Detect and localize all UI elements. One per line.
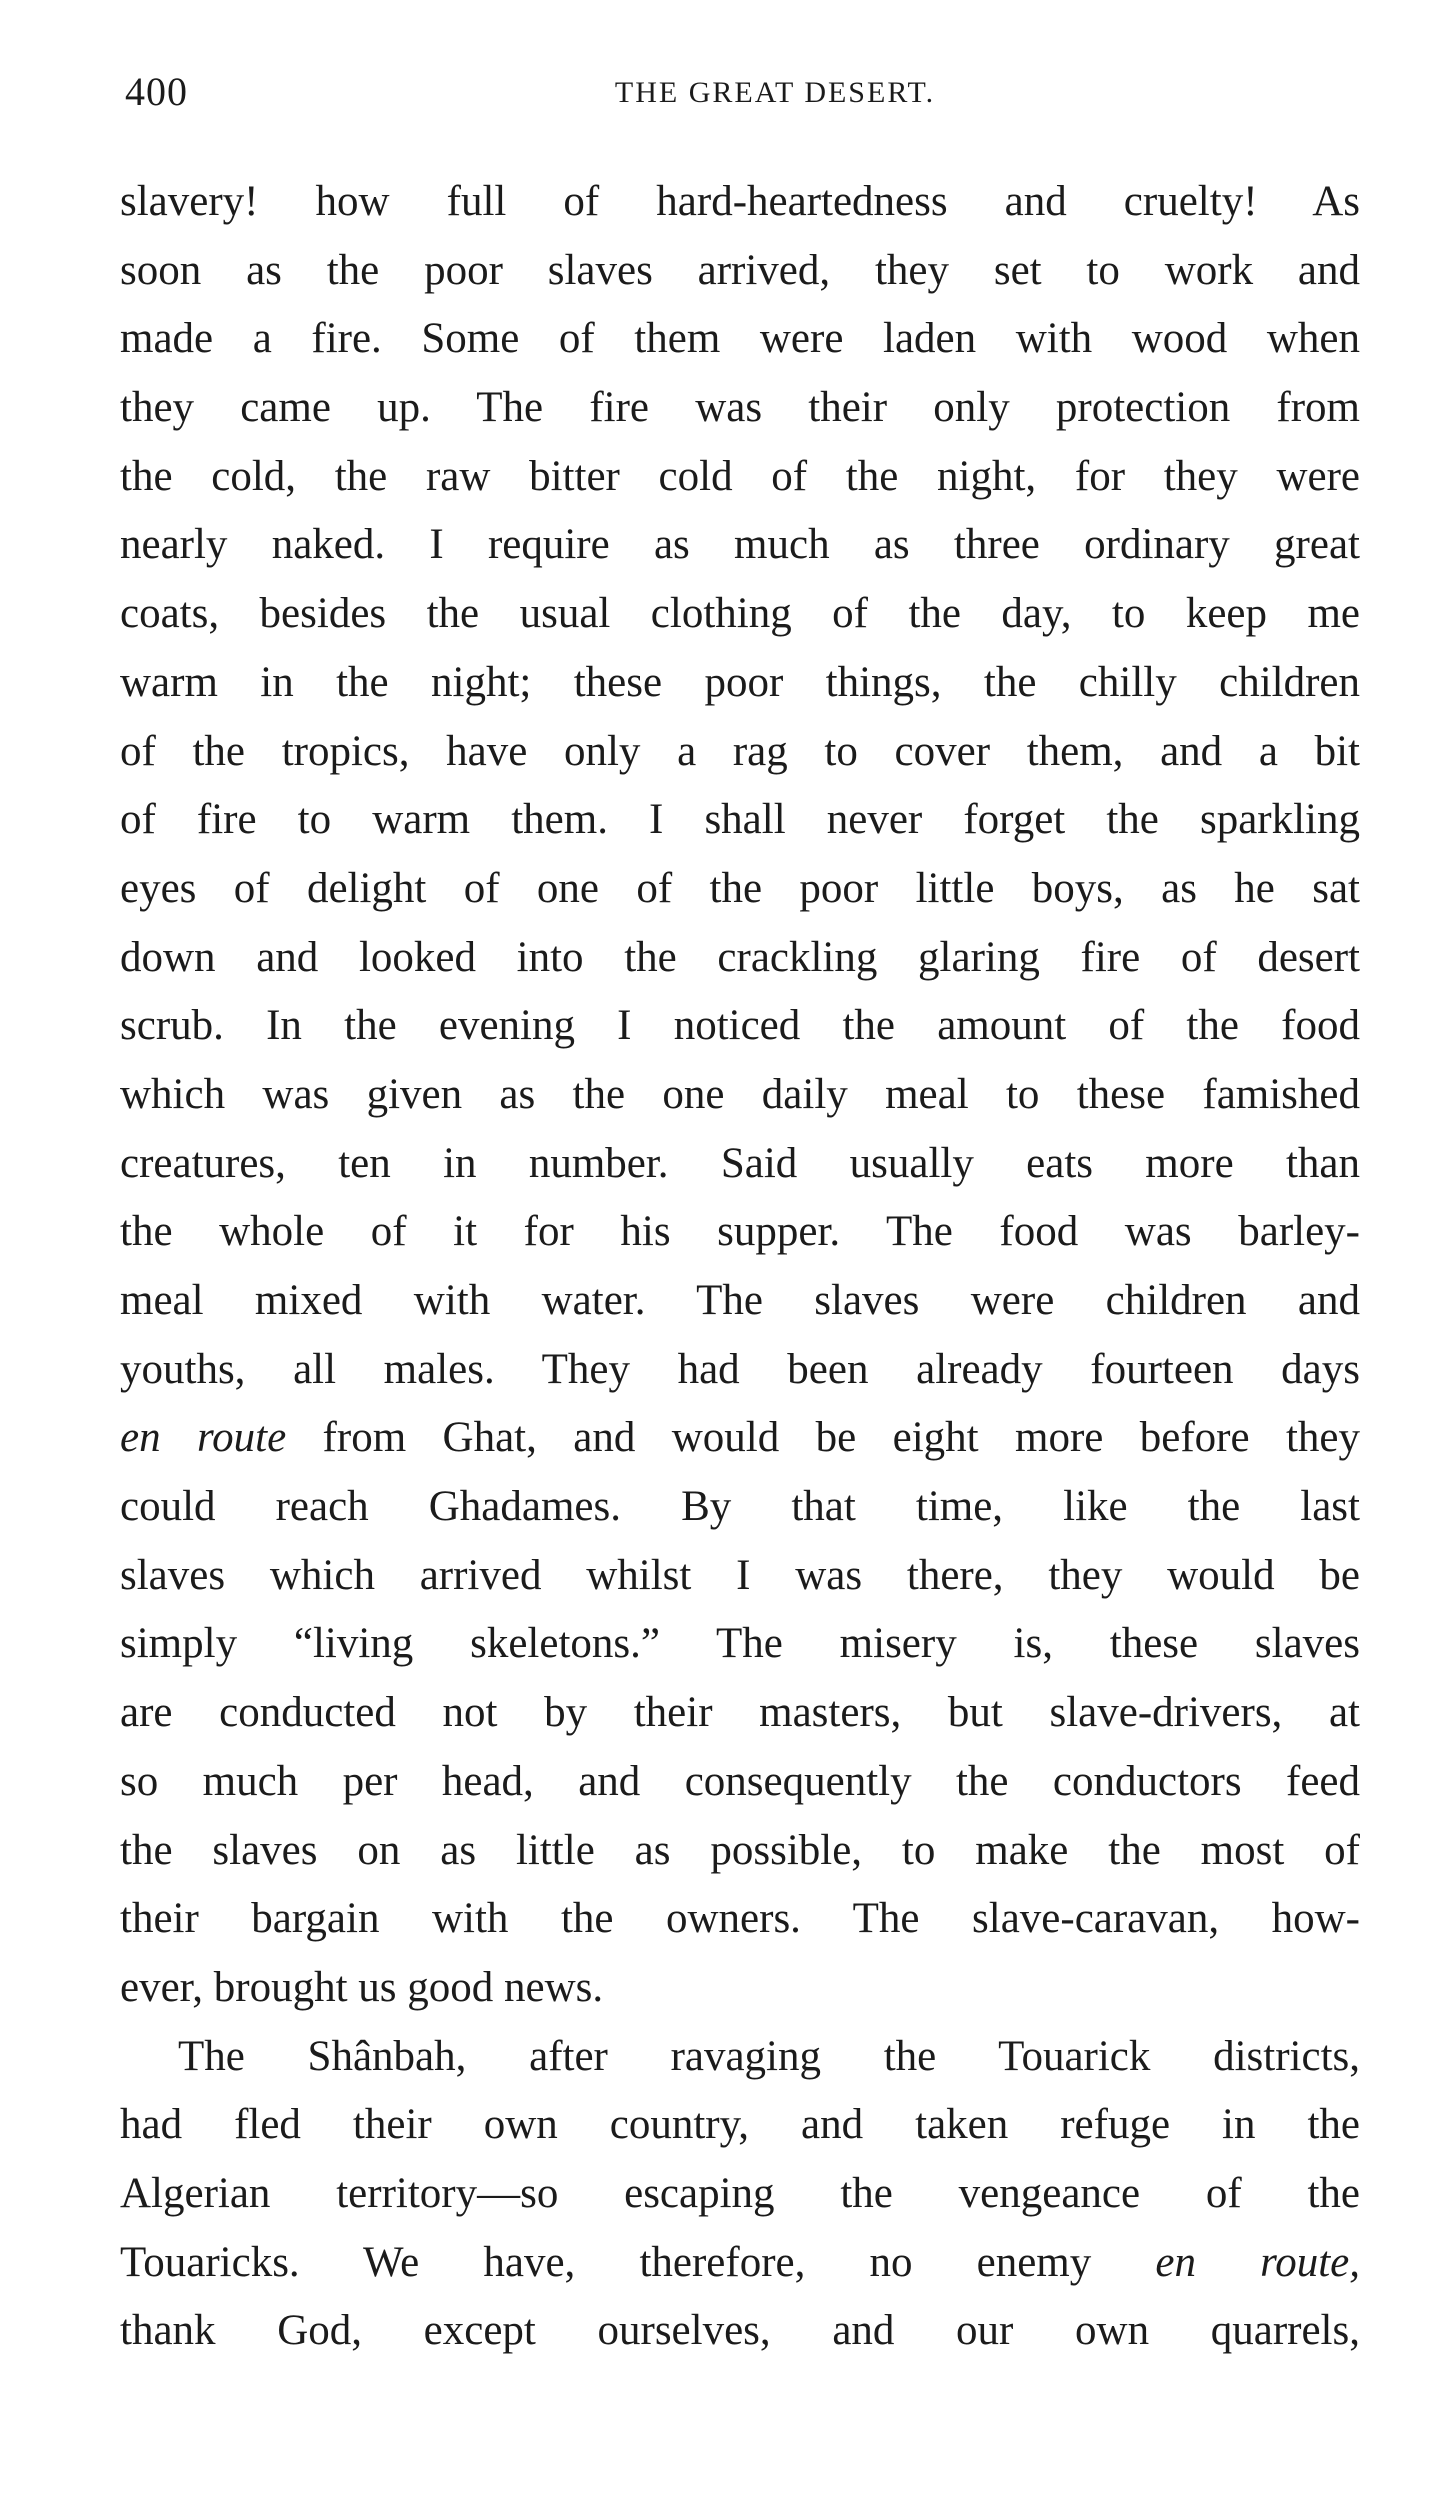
text-segment: Touaricks. We have, therefore, no enemy xyxy=(120,2238,1156,2286)
italic-phrase: en route xyxy=(120,1414,287,1462)
paragraph-last-line: ever, brought us good news. xyxy=(120,1963,604,2011)
text-line: could reach Ghadames. By that time, like the last xyxy=(120,1483,1360,1531)
text-line: nearly naked. I require as much as three ordinary great xyxy=(120,521,1360,569)
text-line: down and looked into the crackling glaring fire of desert xyxy=(120,933,1360,981)
text-line: warm in the night; these poor things, the chilly children xyxy=(120,658,1360,706)
text-line: Algerian territory—so escaping the vengeance of the xyxy=(120,2169,1360,2217)
text-line xyxy=(120,1404,1360,1473)
text-line: which was given as the one daily meal to these famished xyxy=(120,1070,1360,1118)
text-line: soon as the poor slaves arrived, they set to work and xyxy=(120,246,1360,294)
text-line: scrub. In the evening I noticed the amount of the food xyxy=(120,1002,1360,1050)
text-line: of the tropics, have only a rag to cover them, and a bit xyxy=(120,727,1360,775)
text-line: so much per head, and consequently the conductors feed xyxy=(120,1757,1360,1805)
text-line: eyes of delight of one of the poor little boys, as he sat xyxy=(120,864,1360,912)
text-line: simply “living skeletons.” The misery is, these slaves xyxy=(120,1620,1360,1668)
text-line: the slaves on as little as possible, to make the most of xyxy=(120,1826,1360,1874)
text-line: coats, besides the usual clothing of the day, to keep me xyxy=(120,590,1360,638)
page-number: 400 xyxy=(125,69,188,114)
text-line: the whole of it for his supper. The food was barley- xyxy=(120,1208,1360,1256)
text-line: thank God, except ourselves, and our own quarrels, xyxy=(120,2307,1360,2355)
text-line: of fire to warm them. I shall never forget the sparkling xyxy=(120,796,1360,844)
text-line: the cold, the raw bitter cold of the night, for they were xyxy=(120,452,1360,500)
text-line: are conducted not by their masters, but slave-drivers, at xyxy=(120,1689,1360,1737)
text-line: their bargain with the owners. The slave-caravan, how- xyxy=(120,1895,1360,1943)
text-line: youths, all males. They had been already fourteen days xyxy=(120,1345,1360,1393)
body-text xyxy=(120,168,1360,2366)
text-segment: from Ghat, and would be eight more before they xyxy=(286,1414,1360,1462)
running-head xyxy=(125,68,1355,128)
text-line: made a fire. Some of them were laden with wood when xyxy=(120,315,1360,363)
text-line: slavery! how full of hard-heartedness and cruelty! As xyxy=(120,178,1360,225)
text-line: creatures, ten in number. Said usually eats more than xyxy=(120,1139,1360,1187)
running-title: THE GREAT DESERT. xyxy=(614,76,936,109)
italic-phrase: en route, xyxy=(1155,2238,1360,2286)
text-line: slaves which arrived whilst I was there, they would be xyxy=(120,1551,1360,1599)
text-line: they came up. The fire was their only protection from xyxy=(120,384,1360,432)
paragraph-first-line: The Shânbah, after ravaging the Touarick districts, xyxy=(178,2032,1360,2080)
text-line xyxy=(120,2229,1360,2298)
text-line: meal mixed with water. The slaves were children and xyxy=(120,1277,1360,1324)
text-line: had fled their own country, and taken refuge in the xyxy=(120,2101,1360,2149)
